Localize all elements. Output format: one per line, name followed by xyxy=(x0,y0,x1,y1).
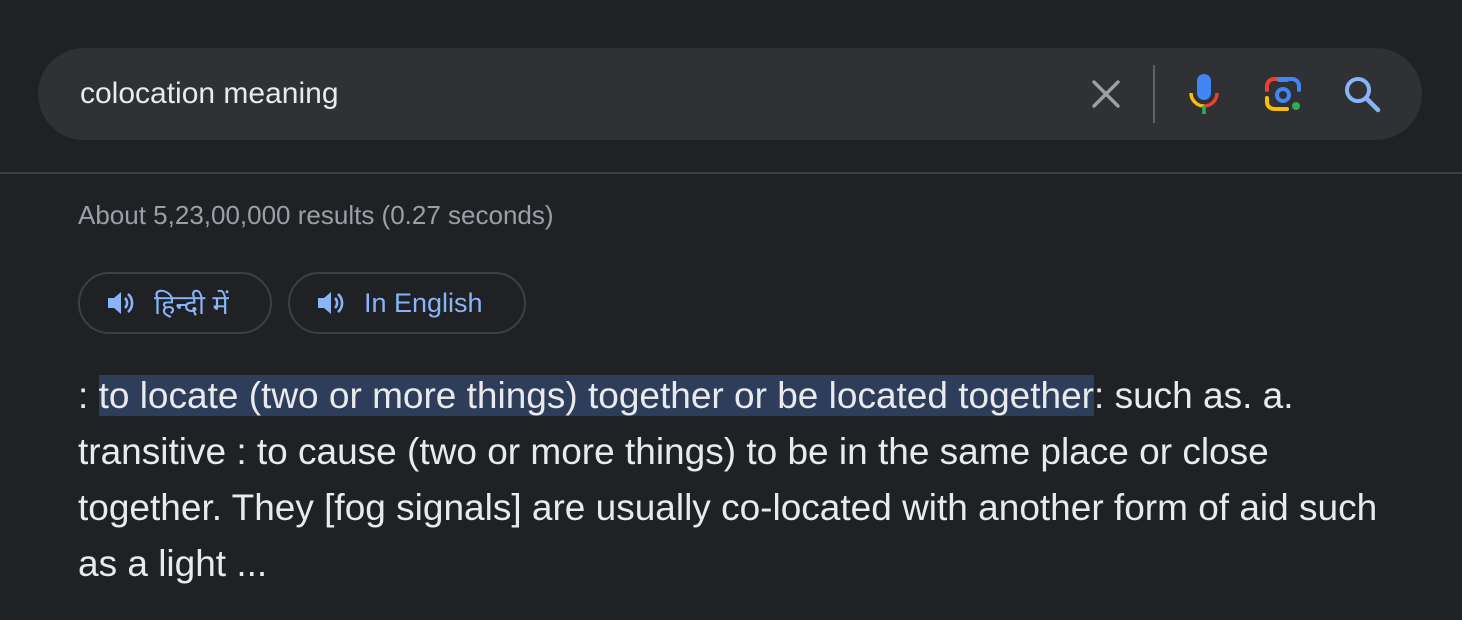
definition-prefix: : xyxy=(78,375,99,416)
definition-continuation: : such as. a. transitive : to cause (two or more things) to be in the same place or close together. They [fog signals] are usually co-located with another form of aid such as a light ... xyxy=(78,375,1378,584)
header-divider xyxy=(0,172,1462,174)
microphone-icon xyxy=(1187,73,1221,115)
pronounce-english-button[interactable] xyxy=(288,272,526,334)
search-bar xyxy=(38,48,1422,140)
pronounce-hindi-label: हिन्दी में xyxy=(154,289,229,320)
camera-lens-icon xyxy=(1263,74,1303,114)
definition-highlighted-text: to locate (two or more things) together or be located together xyxy=(98,375,1095,416)
definition-snippet xyxy=(78,368,1398,592)
clear-search-button[interactable] xyxy=(1086,74,1126,114)
search-submit-button[interactable] xyxy=(1342,74,1382,114)
search-icon xyxy=(1342,74,1382,114)
search-bar-divider xyxy=(1153,65,1155,123)
speaker-icon xyxy=(316,289,346,317)
close-icon xyxy=(1090,78,1122,110)
pronounce-hindi-button[interactable] xyxy=(78,272,272,334)
search-input[interactable] xyxy=(80,48,1060,140)
result-stats: About 5,23,00,000 results (0.27 seconds) xyxy=(78,200,554,230)
pronounce-english-label: In English xyxy=(364,287,483,318)
speaker-icon xyxy=(106,289,136,317)
search-by-image-button[interactable] xyxy=(1263,74,1303,114)
voice-search-button[interactable] xyxy=(1184,74,1224,114)
